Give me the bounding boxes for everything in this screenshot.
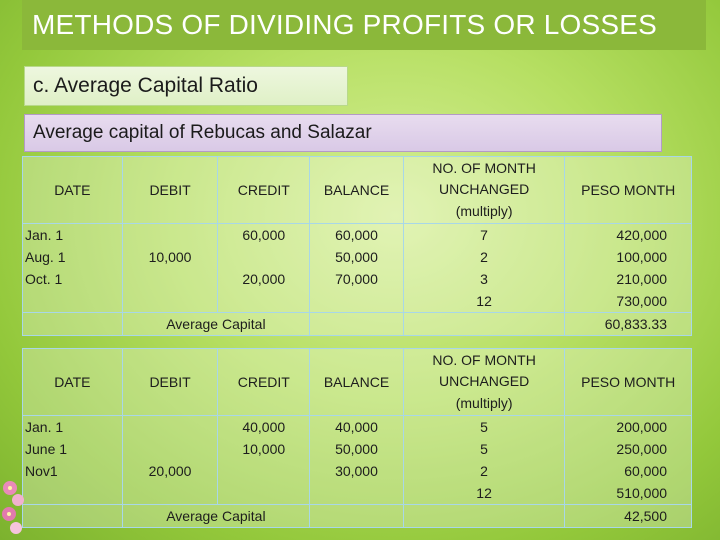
date-value: Aug. 1 bbox=[25, 249, 66, 265]
credit-header: CREDIT bbox=[218, 349, 310, 416]
balance-value: 50,000 bbox=[335, 441, 378, 457]
date-header: DATE bbox=[23, 157, 123, 224]
months-total: 12 bbox=[476, 485, 492, 501]
peso-month-cell bbox=[565, 416, 691, 505]
empty-cell bbox=[23, 313, 123, 335]
subtitle-box bbox=[24, 66, 348, 106]
average-row bbox=[23, 313, 691, 335]
balance-cell bbox=[310, 224, 404, 313]
date-value: Nov1 bbox=[25, 463, 58, 479]
flower-decoration-icon bbox=[0, 470, 30, 540]
date-header: DATE bbox=[23, 349, 123, 416]
date-value: Jan. 1 bbox=[25, 419, 64, 435]
months-cell bbox=[404, 224, 566, 313]
average-value: 42,500 bbox=[624, 508, 667, 524]
capital-table-salazar bbox=[22, 348, 692, 528]
capital-table-rebucas bbox=[22, 156, 692, 336]
months-value: 7 bbox=[480, 227, 488, 243]
months-value: 5 bbox=[480, 441, 488, 457]
empty-cell bbox=[310, 313, 404, 335]
debit-value: 10,000 bbox=[148, 249, 192, 265]
balance-value: 50,000 bbox=[335, 249, 378, 265]
credit-value: 20,000 bbox=[242, 271, 286, 287]
slide-title: METHODS OF DIVIDING PROFITS OR LOSSES bbox=[32, 9, 658, 40]
debit-value bbox=[123, 224, 218, 246]
balance-header: BALANCE bbox=[310, 157, 404, 224]
date-value: June 1 bbox=[25, 441, 68, 457]
peso-month-value: 420,000 bbox=[616, 227, 668, 243]
credit-header: CREDIT bbox=[218, 157, 310, 224]
balance-value: 30,000 bbox=[335, 463, 378, 479]
peso-month-total: 730,000 bbox=[616, 293, 668, 309]
average-row bbox=[23, 505, 691, 527]
peso-month-value: 250,000 bbox=[616, 441, 668, 457]
empty-cell bbox=[310, 505, 404, 527]
months-header-line1: NO. OF MONTH bbox=[432, 159, 536, 176]
debit-value: 20,000 bbox=[148, 463, 192, 479]
average-label: Average Capital bbox=[123, 505, 310, 527]
balance-value: 70,000 bbox=[335, 271, 378, 287]
credit-cell bbox=[218, 416, 310, 505]
debit-value bbox=[123, 416, 218, 438]
date-value: Jan. 1 bbox=[25, 227, 64, 243]
credit-value: 40,000 bbox=[242, 419, 286, 435]
months-value: 2 bbox=[480, 463, 488, 479]
date-value: Oct. 1 bbox=[25, 271, 63, 287]
average-label: Average Capital bbox=[123, 313, 310, 335]
peso-month-value: 100,000 bbox=[616, 249, 668, 265]
months-header-line2: UNCHANGED bbox=[439, 181, 530, 198]
peso-month-header: PESO MONTH bbox=[565, 349, 691, 416]
heading-box bbox=[24, 114, 662, 152]
peso-month-value: 60,000 bbox=[624, 463, 668, 479]
peso-month-value: 200,000 bbox=[616, 419, 668, 435]
credit-value bbox=[218, 460, 309, 482]
peso-month-total: 510,000 bbox=[616, 485, 668, 501]
debit-value bbox=[123, 268, 218, 290]
months-value: 2 bbox=[480, 249, 488, 265]
months-header-line1: NO. OF MONTH bbox=[432, 351, 536, 368]
months-value: 3 bbox=[480, 271, 488, 287]
title-bar bbox=[22, 0, 706, 50]
peso-month-header: PESO MONTH bbox=[565, 157, 691, 224]
date-cell bbox=[23, 416, 123, 505]
balance-cell bbox=[310, 416, 404, 505]
debit-value bbox=[123, 438, 218, 460]
header-row bbox=[23, 349, 691, 416]
credit-value: 60,000 bbox=[242, 227, 286, 243]
months-cell bbox=[404, 416, 566, 505]
entries-row bbox=[23, 416, 691, 505]
debit-cell bbox=[123, 224, 219, 313]
empty-cell bbox=[404, 505, 566, 527]
empty-cell bbox=[23, 505, 123, 527]
debit-header: DEBIT bbox=[123, 349, 219, 416]
months-total: 12 bbox=[476, 293, 492, 309]
peso-month-cell bbox=[565, 224, 691, 313]
months-header bbox=[404, 157, 566, 224]
date-cell bbox=[23, 224, 123, 313]
debit-cell bbox=[123, 416, 219, 505]
credit-value: 10,000 bbox=[242, 441, 286, 457]
credit-value bbox=[218, 246, 309, 268]
months-value: 5 bbox=[480, 419, 488, 435]
balance-value: 40,000 bbox=[335, 419, 378, 435]
balance-value: 60,000 bbox=[335, 227, 378, 243]
months-header-line3: (multiply) bbox=[455, 394, 513, 411]
subtitle-text: c. Average Capital Ratio bbox=[33, 74, 258, 97]
header-row bbox=[23, 157, 691, 224]
months-header bbox=[404, 349, 566, 416]
months-header-line3: (multiply) bbox=[455, 202, 513, 219]
peso-month-value: 210,000 bbox=[616, 271, 668, 287]
average-value: 60,833.33 bbox=[604, 316, 667, 332]
credit-cell bbox=[218, 224, 310, 313]
entries-row bbox=[23, 224, 691, 313]
heading-text: Average capital of Rebucas and Salazar bbox=[33, 122, 372, 143]
balance-header: BALANCE bbox=[310, 349, 404, 416]
debit-header: DEBIT bbox=[123, 157, 219, 224]
months-header-line2: UNCHANGED bbox=[439, 373, 530, 390]
empty-cell bbox=[404, 313, 566, 335]
